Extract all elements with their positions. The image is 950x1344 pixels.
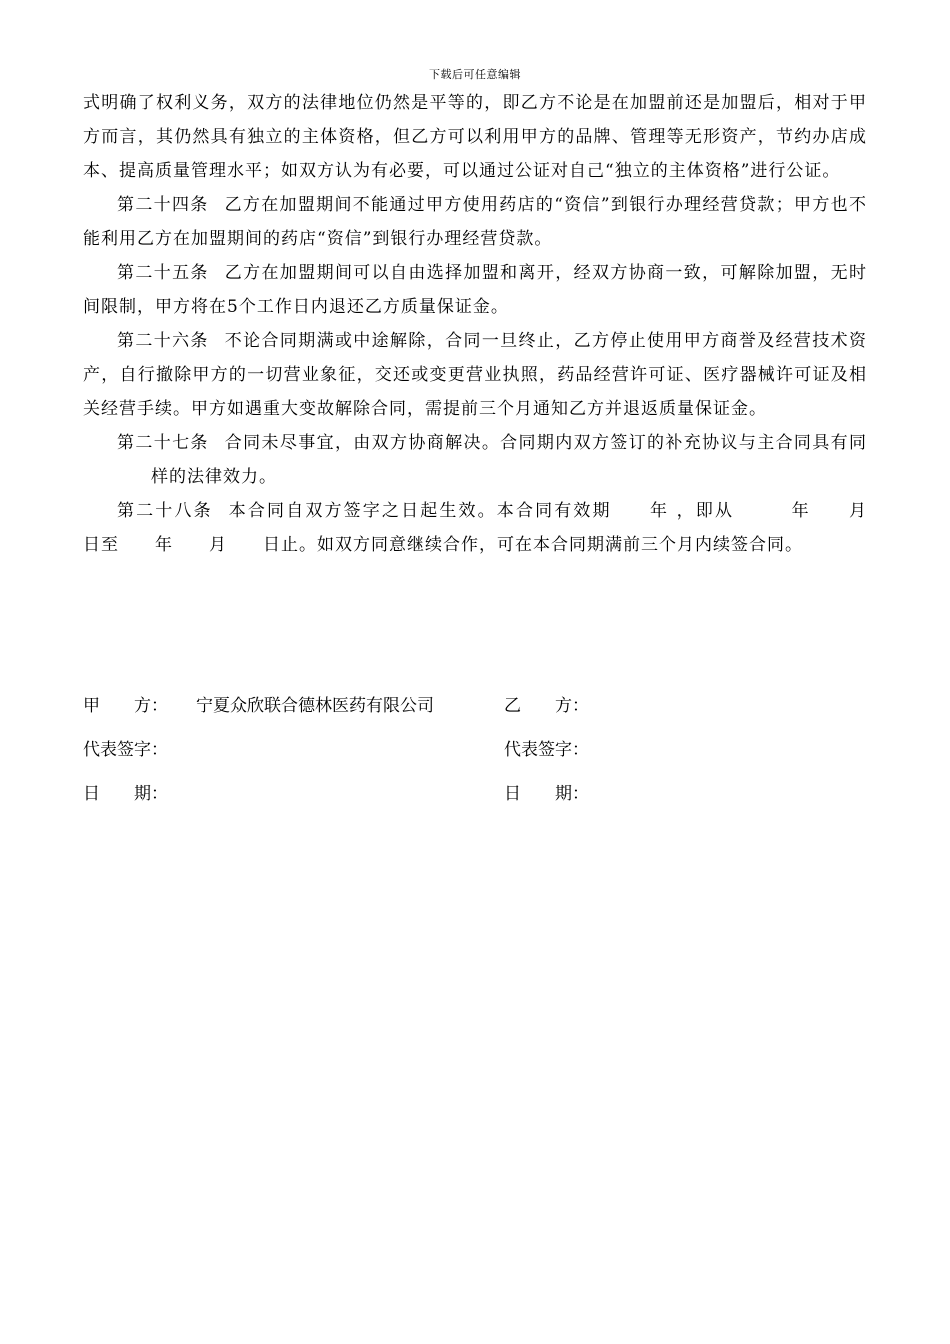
article-24 xyxy=(83,188,867,256)
article-number: 第二十六条 xyxy=(117,331,209,351)
article-text: 本合同自双方签字之日起生效。本合同有效期 年 ，即从 年 月 日至 年 月 日止。如双方同意继续合作，可在本合同期满前三个月内续签合同。 xyxy=(83,501,904,555)
rep-a-label: 代表签字： xyxy=(83,740,168,760)
article-text: 合同未尽事宜，由双方协商解决。合同期内双方签订的补充协议与主合同具有同样的法律效力。 xyxy=(151,433,868,487)
representative-row xyxy=(83,733,867,777)
party-b xyxy=(504,689,589,723)
article-number: 第二十四条 xyxy=(117,195,209,215)
article-number: 第二十七条 xyxy=(117,433,209,453)
article-text: 乙方在加盟期间不能通过甲方使用药店的“资信”到银行办理经营贷款；甲方也不能利用乙方在加盟期间的药店“资信”到银行办理经营贷款。 xyxy=(83,195,867,249)
paragraph-continuation: 式明确了权利义务，双方的法律地位仍然是平等的，即乙方不论是在加盟前还是加盟后，相对于甲方而言，其仍然具有独立的主体资格，但乙方可以利用甲方的品牌、管理等无形资产，节约办店成本、提高质量管理水平；如双方认为有必要，可以通过公证对自己“独立的主体资格”进行公证。 xyxy=(83,93,867,181)
article-28 xyxy=(83,494,904,562)
article-text: 不论合同期满或中途解除，合同一旦终止，乙方停止使用甲方商誉及经营技术资产，自行撤除甲方的一切营业象征，交还或变更营业执照，药品经营许可证、医疗器械许可证及相关经营手续。甲方如遇重大变故解除合同，需提前三个月通知乙方并退返质量保证金。 xyxy=(83,331,868,419)
article-text: 乙方在加盟期间可以自由选择加盟和离开，经双方协商一致，可解除加盟，无时间限制，甲方将在5个工作日内退还乙方质量保证金。 xyxy=(83,263,868,317)
party-a xyxy=(83,689,434,723)
contract-body xyxy=(83,86,904,562)
rep-b-label: 代表签字： xyxy=(504,740,589,760)
date-b xyxy=(504,777,589,811)
article-26 xyxy=(83,324,867,426)
party-row xyxy=(83,689,867,733)
party-a-name: 宁夏众欣联合德林医药有限公司 xyxy=(196,696,434,716)
page-header-note: 下载后可任意编辑 xyxy=(429,68,521,81)
signature-block xyxy=(83,689,867,821)
article-number: 第二十五条 xyxy=(117,263,209,283)
party-a-label: 甲 方： xyxy=(83,696,168,716)
date-a xyxy=(83,777,168,811)
date-b-label: 日 期： xyxy=(504,784,589,804)
rep-b xyxy=(504,733,589,767)
article-number: 第二十八条 xyxy=(117,501,213,521)
article-27 xyxy=(83,426,867,494)
rep-a xyxy=(83,733,168,767)
article-25 xyxy=(83,256,867,324)
date-a-label: 日 期： xyxy=(83,784,168,804)
party-b-label: 乙 方： xyxy=(504,696,589,716)
date-row xyxy=(83,777,867,821)
